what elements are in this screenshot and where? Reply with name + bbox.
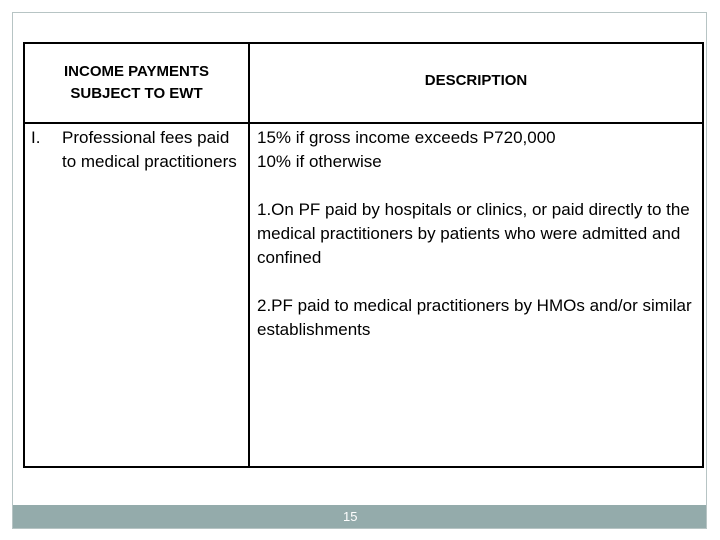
rate-line-1: 15% if gross income exceeds P720,000 (257, 128, 556, 147)
column-divider (248, 44, 250, 466)
footer-bar (13, 505, 706, 528)
rate-line-2: 10% if otherwise (257, 152, 382, 171)
page-number: 15 (343, 509, 358, 524)
header-income-payments-text: INCOME PAYMENTS SUBJECT TO EWT (63, 63, 210, 102)
header-description: DESCRIPTION (424, 72, 528, 89)
header-income-payments (25, 44, 248, 122)
income-payment-item: Professional fees paid to medical practitioners (62, 128, 237, 171)
ewt-table (23, 42, 704, 468)
note-1: 1.On PF paid by hospitals or clinics, or paid directly to the medical practitioners by patients who were admitted and confined (257, 200, 690, 267)
rate-block (257, 126, 697, 174)
item-marker: I. (31, 128, 41, 147)
note-2: 2.PF paid to medical practitioners by HMOs and/or similar establishments (257, 296, 692, 339)
header-row-divider (25, 122, 702, 124)
